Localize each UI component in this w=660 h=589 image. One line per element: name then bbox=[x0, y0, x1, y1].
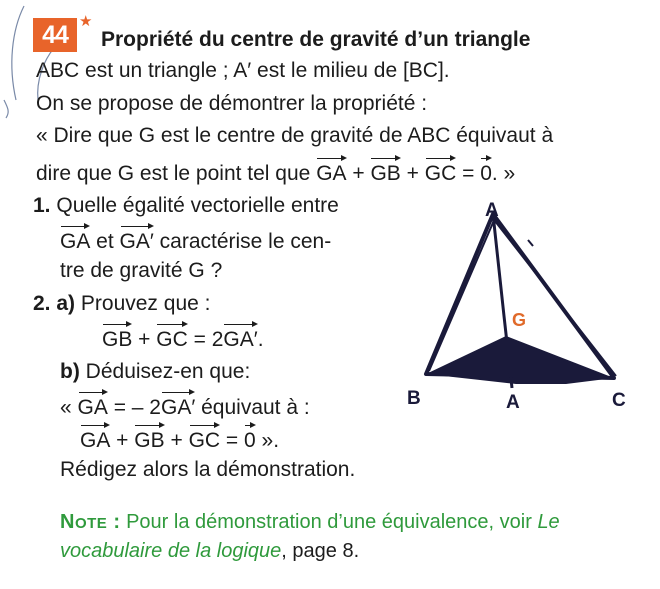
question-2b-line: b) Déduisez-en que: bbox=[60, 360, 251, 383]
vector-gc: GC bbox=[425, 157, 457, 187]
vector-gc: GC bbox=[156, 323, 188, 353]
question-2a-line: 2. a) Prouvez que : bbox=[33, 292, 211, 315]
star-icon: ★ bbox=[79, 13, 93, 30]
vertex-a-label: A bbox=[485, 200, 499, 221]
midpoint-label: A bbox=[506, 392, 520, 413]
vector-gc: GC bbox=[189, 424, 221, 454]
question-2b-label: b) bbox=[60, 360, 80, 383]
vector-zero: 0 bbox=[244, 424, 256, 454]
question-2a-label: a) bbox=[56, 292, 76, 315]
question-1-number: 1. bbox=[33, 194, 51, 217]
intro-line-2: On se propose de démontrer la propriété : bbox=[36, 92, 428, 115]
vector-ga-prime: GA′ bbox=[161, 391, 195, 421]
vector-ga-prime: GA′ bbox=[120, 225, 154, 255]
exercise-number-badge: 44 bbox=[33, 18, 77, 52]
question-2-number: 2. bbox=[33, 292, 51, 315]
centroid-label: G bbox=[512, 310, 527, 330]
note-reference-2: vocabulaire de la logique bbox=[60, 540, 282, 562]
question-2-conclusion: Rédigez alors la démonstration. bbox=[60, 458, 356, 481]
vertex-c-label: C bbox=[612, 390, 626, 411]
question-2b-formula-1: « GA = – 2GA′ équivaut à : bbox=[60, 391, 310, 421]
vector-gb: GB bbox=[134, 424, 164, 454]
question-1-line-3: tre de gravité G ? bbox=[60, 259, 223, 282]
question-1-line-2: GA et GA′ caractérise le cen- bbox=[60, 225, 331, 255]
vector-ga-prime: GA′ bbox=[223, 323, 257, 353]
note-line-1: NOTE : Pour la démonstration d’une équivalence, voir Le bbox=[60, 511, 560, 533]
vertex-b-label: B bbox=[407, 388, 421, 409]
exercise-title: Propriété du centre de gravité d’un triangle bbox=[101, 28, 531, 51]
question-1-line-1: 1. Quelle égalité vectorielle entre bbox=[33, 194, 339, 217]
vector-gb: GB bbox=[102, 323, 132, 353]
vector-ga: GA bbox=[60, 225, 90, 255]
note-label: NOTE : bbox=[60, 511, 121, 533]
question-2a-formula: GB + GC = 2GA′. bbox=[102, 323, 264, 353]
vector-ga: GA bbox=[316, 157, 346, 187]
question-2b-formula-2: GA + GB + GC = 0 ». bbox=[80, 424, 279, 454]
note-reference-1: Le bbox=[537, 511, 560, 533]
note-line-2: vocabulaire de la logique, page 8. bbox=[60, 540, 360, 562]
quote-line-2: dire que G est le point tel que GA + GB + GC = 0. » bbox=[36, 157, 515, 187]
vector-gb: GB bbox=[370, 157, 400, 187]
triangle-figure bbox=[396, 196, 636, 416]
vector-ga: GA bbox=[78, 391, 108, 421]
vector-ga: GA bbox=[80, 424, 110, 454]
intro-line-1: ABC est un triangle ; A′ est le milieu de [BC]. bbox=[36, 59, 450, 82]
vector-zero: 0 bbox=[480, 157, 492, 187]
quote-line-1: « Dire que G est le centre de gravité de ABC équivaut à bbox=[36, 124, 554, 147]
